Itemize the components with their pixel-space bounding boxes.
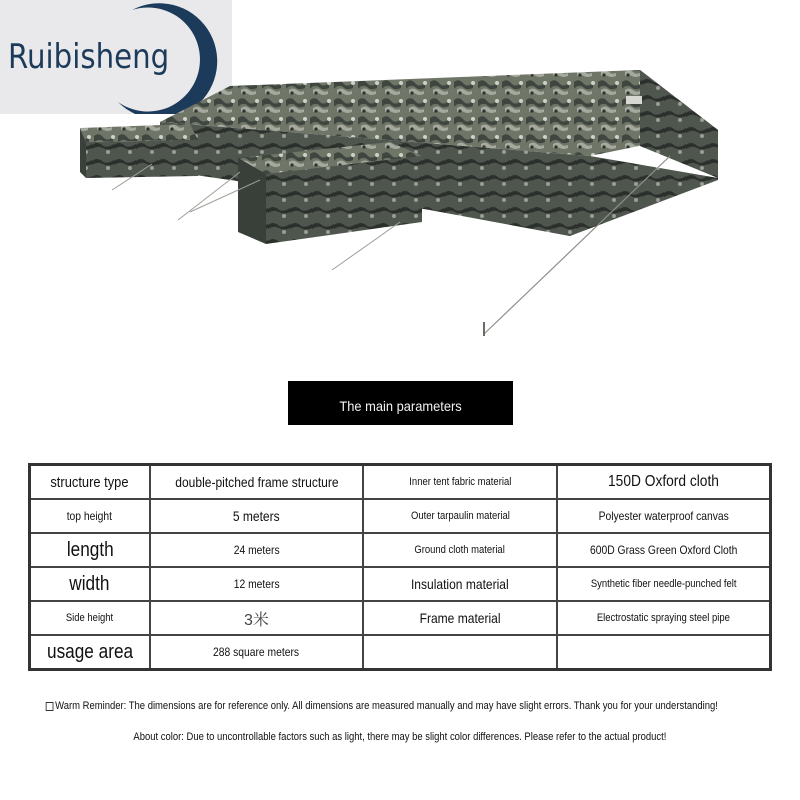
- param-value: 24 meters: [150, 533, 364, 567]
- section-title-text: The main parameters: [339, 398, 462, 414]
- param-label: width: [30, 567, 150, 601]
- param-label: Side height: [30, 601, 150, 635]
- param-value: 5 meters: [150, 499, 364, 533]
- param-label: length: [30, 533, 150, 567]
- param-value: Synthetic fiber needle-punched felt: [557, 567, 771, 601]
- param-label: Inner tent fabric material: [363, 465, 556, 500]
- param-value: 288 square meters: [150, 635, 364, 670]
- table-row: [30, 465, 771, 500]
- param-label: Outer tarpaulin material: [363, 499, 556, 533]
- param-label: Insulation material: [363, 567, 556, 601]
- param-value: Polyester waterproof canvas: [557, 499, 771, 533]
- param-value: 600D Grass Green Oxford Cloth: [557, 533, 771, 567]
- param-label: Ground cloth material: [363, 533, 556, 567]
- about-color-note: About color: Due to uncontrollable factors such as light, there may be slight color differences. Please refer to the actual product!: [133, 731, 667, 743]
- brand-name: Ruibisheng: [8, 37, 170, 77]
- param-value: [557, 635, 771, 670]
- param-value: 150D Oxford cloth: [557, 465, 771, 500]
- camouflage-tent-image: [70, 60, 730, 350]
- warm-reminder-note: Warm Reminder: The dimensions are for reference only. All dimensions are measured manually and may have slight errors. Thank you for your understanding!: [0, 700, 782, 712]
- param-label: [363, 635, 556, 670]
- warning-icon: [46, 702, 54, 711]
- param-value: 3米: [150, 601, 364, 635]
- param-value: 12 meters: [150, 567, 364, 601]
- param-label: Frame material: [363, 601, 556, 635]
- parameters-table: [28, 463, 772, 671]
- param-value: double-pitched frame structure: [150, 465, 364, 500]
- param-label: usage area: [30, 635, 150, 670]
- table-row: [30, 601, 771, 635]
- table-row: [30, 635, 771, 670]
- param-value: Electrostatic spraying steel pipe: [557, 601, 771, 635]
- table-row: [30, 499, 771, 533]
- param-label: structure type: [30, 465, 150, 500]
- param-label: top height: [30, 499, 150, 533]
- section-title-bar: [288, 381, 513, 425]
- table-row: [30, 567, 771, 601]
- table-row: [30, 533, 771, 567]
